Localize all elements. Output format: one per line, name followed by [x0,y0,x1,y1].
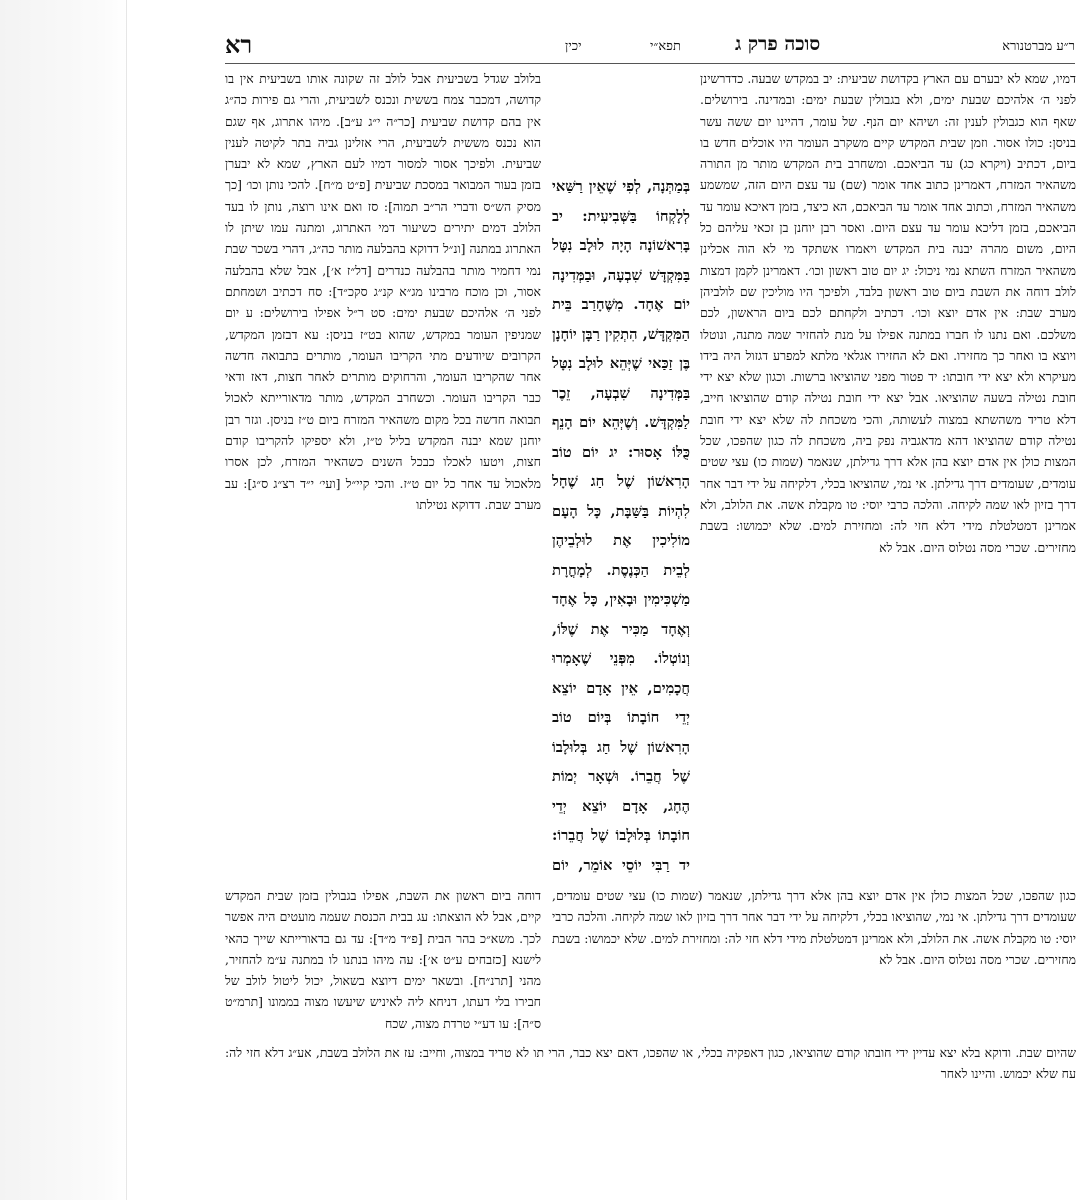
header-label-yachin: יכין [565,39,582,54]
header-rule [225,63,1075,64]
tiferet-yisrael-text: בלולב שגדל בשביעית אבל לולב זה שקונה אותו בשביעית אין בו קדושה, דמכבר צמח בששית ונכנס לשביעית, והרי גם פירות כה״ג אין בהם קדושת שביעית [כר״ה י״ג ע״ב]. מיהו אתרוג, אף שגם הוא נכנס מששית לשביעית, הרי אזלינן גביה בתר לקיטה לענין שביעית. ולפיכך אסור למסור דמיו לעם הארץ, שמא לא יבערן בזמן בעור המבואר במסכת שביעית [פ״ט מ״ח]. להכי נותן וכו׳ [כך מסיק הש״ס ודברי הר״ב תמוה]: סז ואם אינו רוצה, נותן לו בעד הלולב דמים יתירים כשיעור דמי האתרוג, ומתנה עמו שיתן לו האתרוג במתנה [ונ״ל דדוקא בהבלעה מותר כה״ג, דהרי בשכר שבת נמי דחמיר מותר בהבלעה כנדרים [דל״ז א׳], אבל שלא בהבלעה אסור, וכן מוכח מרבינו מג״א קנ״ג סקכ״ד]: סח דכתיב ושמחתם לפני ה׳ אלהיכם שבעת ימים: סט ר״ל אפילו בירושלים: ע יום שמניפין העומר במקדש, שהוא בט״ז בניסן: עא דבזמן המקדש, הקרובים שיודעים מתי הקריבו העומר, מותרים בתבואה חדשה אחר שהקריבו העומר, והרחוקים מותרים לאחר חצות, דאז ודאי כבר הקריבו העומר. וכשחרב המקדש, מותר מדאורייתא לאכול תבואה חדשה בכל מקום משהאיר המזרח ביום ט״ז בניסן. וגזר רבן יוחנן שמא יבנה המקדש בליל ט״ז, ולא יספיקו להקריבו קודם חצות, ויטעו לאכלו כבכל השנים כשהאיר המזרח, לכן אסרו מלאכול עד אחר כל יום ט״ז. והכי קיי״ל [ועי׳ י״ד רצ״ג ס״ג]: עב מערב שבת. דדוקא נטילתו [225,71,541,512]
bartenura-text: דמיו, שמא לא יבערם עם הארץ בקדושת שביעית: יב במקדש שבעה. כדדרשינן לפני ה׳ אלהיכם שבעת ימים, ולא בגבולין שבעת ימים: ובמדינה. בירושלים. שאף הוא כגבולין לענין זה: ושיהא יום הנף. של עומר, דהיינו יום ששה עשר בניסן: כולו אסור. וזמן שבית המקדש קיים משקרב העומר היו אוכלים חדש בו ביום, דכתיב (ויקרא כג) עד הביאכם. ומשחרב בית המקדש מותר מן התורה משהאיר המזרח, דאמרינן כתוב אחד אומר (שם) עד עצם היום הזה, שמשמע משהאיר המזרח, וכתוב אחד אומר עד הביאכם, הא כיצד, בזמן דאיכא עומר עד הביאכם, בזמן דליכא עומר עד עצם היום. ואסר רבן יוחנן בן זכאי עליהם כל היום, משום מהרה יבנה בית המקדש ויאמרו אשתקד מי לא הוה אכלינן משהאיר המזרח השתא נמי ניכול: יג יום טוב ראשון וכו׳. דאמרינן לקמן דמצות לולב דוחה את השבת ביום טוב ראשון בלבד, ולפיכך היו מוליכין שם לולביהן מערב שבת: אין אדם יוצא וכו׳. דכתיב ולקחתם לכם ביום הראשון, לכם משלכם. ואם נתנו לו חברו במתנה אפילו על מנת להחזיר שמה מתנה, ונוטלו ויוצא בו ואחר כך מחזירו. ואם לא החזירו אגלאי מלתא למפרע דגזול היה בידו מעיקרא ולא יצא ידי חובתו: יד פטור מפני שהוציאו ברשות. וכגון שלא יצא ידי חובת נטילה בשעה שהוציאו. אבל יצא ידי חובת נטילה קודם שהוציאו חייב, דלא טריד משהשתא במצוה לעשותה, והכי משכחת לה שלא יצא ידי חובת נטילה קודם שהוציאו דהא מדאגביה נפק ביה, משכחת לה כגון שהפכו, שכל המצות כולן אין אדם יוצא בהן אלא דרך גדילתן, שנאמר (שמות כו) עצי שטים עומדים, שעומדים דרך גדילתן. אי נמי, שהוציאו בכלי, דלקיחה על ידי דבר אחר דרך בזיון לאו שמה לקיחה. והלכה כרבי יוסי: טו מקבלת אשה. את הלולב, ולא אמרינן דמטלטלת מידי דלא חזי לה: ומחזירת למים. שלא יכמושו: בשבת מחזירים. שכרי מסה נטלוס היום. אבל לא [700,71,1076,555]
header-label-bartenura: ר״ע מברטנורא [1002,39,1075,54]
book-gutter [0,0,128,1200]
tiferet-yisrael-continuation [225,885,541,1035]
gutter-edge [126,0,127,1200]
mishnah-text: בְּמַתְּנָה, לְפִי שֶׁאֵין רַשַּׁאי לְלָקְחוֹ בַּשְּׁבִיעִית: יב בָּרִאשׁוֹנָה הָיָה לוּלָב נִטָּל בַּמִּקְדָּשׁ שִׁבְעָה, וּבַמְּדִינָה יוֹם אֶחָד. מִשֶּׁחָרַב בֵּית הַמִּקְדָּשׁ, הִתְקִין רַבָּן יוֹחָנָן בֶּן זַכַּאי שֶׁיְּהֵא לוּלָב נִטָּל בַּמְּדִינָה שִׁבְעָה, זֵכֶר לַמִּקְדָּשׁ. וְשֶׁיְּהֵא יוֹם הָנֵף כֻּלּוֹ אָסוּר: יג יוֹם טוֹב הָרִאשׁוֹן שֶׁל חַג שֶׁחָל לִהְיוֹת בַּשַּׁבָּת, כָּל הָעָם מוֹלִיכִין אֶת לוּלְבֵיהֶן לְבֵית הַכְּנֶסֶת. לְמָחֳרָת מַשְׁכִּימִין וּבָאִין, כָּל אֶחָד וְאֶחָד מַכִּיר אֶת שֶׁלּוֹ, וְנוֹטְלוֹ. מִפְּנֵי שֶׁאָמְרוּ חֲכָמִים, אֵין אָדָם יוֹצֵא יְדֵי חוֹבָתוֹ בְּיוֹם טוֹב הָרִאשׁוֹן שֶׁל חַג בְּלוּלָבוֹ שֶׁל חֲבֵרוֹ. וּשְׁאָר יְמוֹת הֶחָג, אָדָם יוֹצֵא יְדֵי חוֹבָתוֹ בְּלוּלָבוֹ שֶׁל חֲבֵרוֹ: יד רַבִּי יוֹסֵי אוֹמֵר, יוֹם [552,178,690,874]
bartenura-continuation-text: כגון שהפכו, שכל המצות כולן אין אדם יוצא בהן אלא דרך גדילתן, שנאמר (שמות כו) עצי שטים עומדים, שעומדים דרך גדילתן. אי נמי, שהוציאו בכלי, דלקיחה על ידי דבר אחר דרך בזיון לאו שמה לקיחה. והלכה כרבי יוסי: טו מקבלת אשה. את הלולב, ולא אמרינן דמטלטלת מידי דלא חזי לה: ומחזירת למים. שלא יכמושו: בשבת מחזירים. שכרי מסה נטלוס היום. אבל לא [552,888,1076,967]
tiferet-yisrael-continuation-text: דוחה ביום ראשון את השבת, אפילו בגבולין בזמן שבית המקדש קיים, אבל לא הוצאתו: עג בבית הכנסת שעמה מועטים היה אפשר לכך. משא״כ בהר הבית [פ״ד מ״ד]: עד גם בדאורייתא שייך כהאי לישנא [כזבחים ע״ט א׳]: עה מיהו בנתנו לו במתנה ע״מ להחזיר, מהני [תרנ״ח]. ובשאר ימים דיוצא בשאול, יכול ליטול לולב של חבירו בלי דעתו, דניחא ליה לאיניש שיעשו מצוה בממונו [תרמ״ט ס״ה]: עו דע״י טרדת מצוה, שכח [225,888,541,1031]
header-label-tiferet: תפא״י [650,39,681,54]
footer-text: שהיום שבת. ודוקא בלא יצא עדיין ידי חובתו קודם שהוציאו, כגון דאפקיה בכלי, או שהפכו, דאם יצא כבר, הרי תו לא טריד במצוה, וחייב: עז את הלולב בשבת, אע״ג דלא חזי לה: עח שלא יכמוש. והיינו לאחר [225,1045,1076,1082]
bartenura-continuation [552,885,1076,1035]
tiferet-yisrael-column [225,68,541,883]
mishnah-column [552,172,690,883]
footer-commentary [225,1042,1076,1108]
folio-number: רא [225,30,253,59]
page-title: סוכה פרק ג [735,33,821,55]
bartenura-commentary-column [700,68,1076,883]
page-header [225,30,1075,60]
